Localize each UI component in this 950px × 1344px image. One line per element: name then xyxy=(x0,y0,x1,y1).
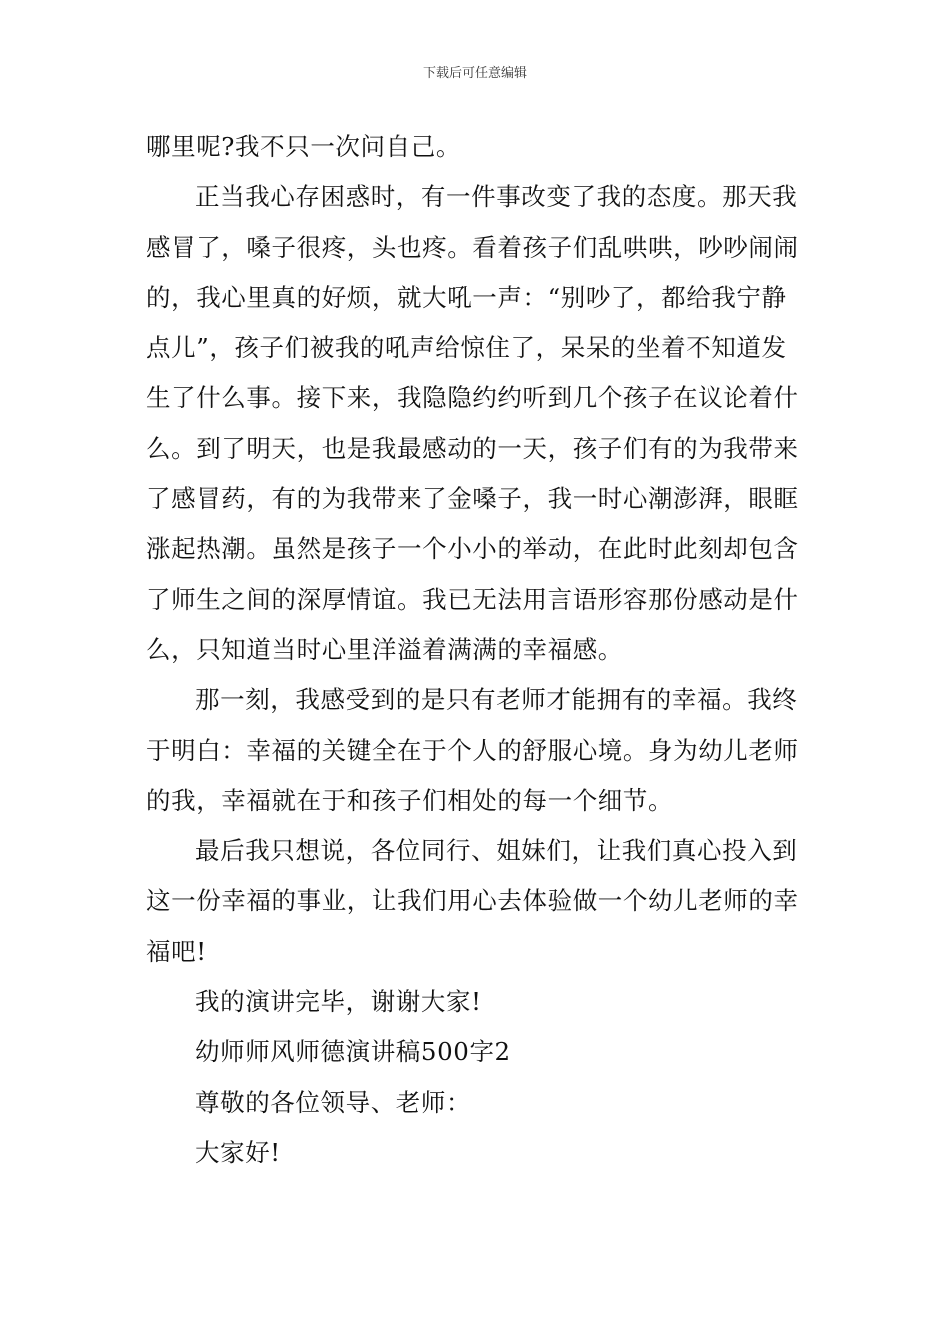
paragraph-realization: 那一刻，我感受到的是只有老师才能拥有的幸福。我终于明白：幸福的关键全在于个人的舒服心境。身为幼儿老师的我，幸福就在于和孩子们相处的每一个细节。 xyxy=(146,685,799,815)
paragraph-continuation: 哪里呢?我不只一次问自己。 xyxy=(146,132,461,161)
paragraph-thanks: 我的演讲完毕，谢谢大家! xyxy=(195,987,482,1017)
salutation: 尊敬的各位领导、老师： xyxy=(195,1087,472,1117)
page-header: 下载后可任意编辑 xyxy=(422,66,527,81)
document-body xyxy=(146,122,808,1178)
paragraph-closing: 最后我只想说，各位同行、姐妹们，让我们真心投入到这一份幸福的事业，让我们用心去体验做一个幼儿老师的幸福吧! xyxy=(146,836,799,966)
section-title: 幼师师风师德演讲稿500字2 xyxy=(195,1037,511,1067)
greeting: 大家好! xyxy=(195,1137,281,1167)
paragraph-story: 正当我心存困惑时，有一件事改变了我的态度。那天我感冒了，嗓子很疼，头也疼。看着孩子们乱哄哄，吵吵闹闹的，我心里真的好烦，就大吼一声：“别吵了，都给我宁静点儿”，孩子们被我的吼声给惊住了，呆呆的坐着不知道发生了什么事。接下来，我隐隐约约听到几个孩子在议论着什么。到了明天，也是我最感动的一天，孩子们有的为我带来了感冒药，有的为我带来了金嗓子，我一时心潮澎湃，眼眶涨起热潮。虽然是孩子一个小小的举动，在此时此刻却包含了师生之间的深厚情谊。我已无法用言语形容那份感动是什么，只知道当时心里洋溢着满满的幸福感。 xyxy=(146,182,799,664)
